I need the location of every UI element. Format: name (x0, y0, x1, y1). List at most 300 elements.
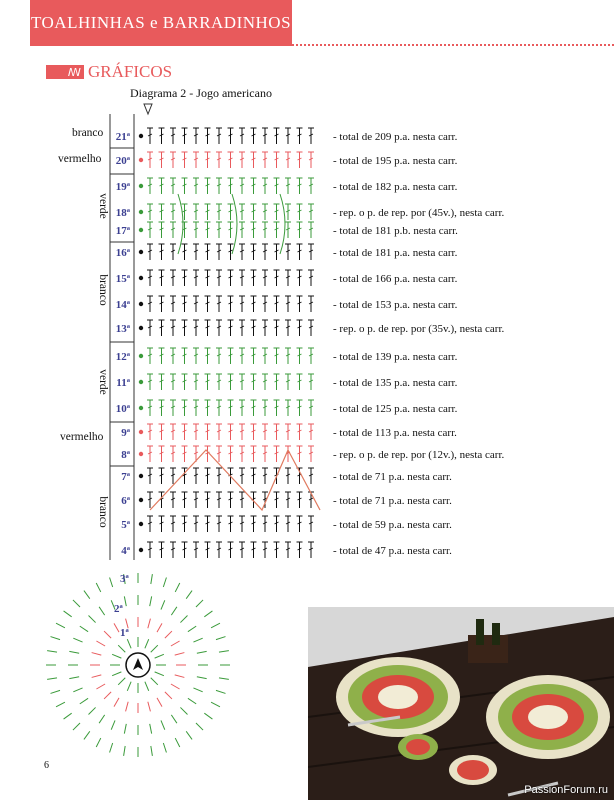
stitch (147, 542, 153, 558)
circle-stitch (112, 672, 121, 676)
circle-stitch (193, 688, 202, 692)
stitch (274, 424, 280, 440)
circle-stitch (155, 654, 164, 658)
circle-stitch (204, 611, 212, 617)
stitch (297, 374, 303, 390)
round-start-dot (139, 302, 143, 306)
round-label: 7ª (121, 471, 130, 483)
stitch (193, 244, 199, 260)
circle-stitch (196, 600, 203, 607)
coaster-small (398, 734, 438, 760)
round-start-dot (139, 354, 143, 358)
stitch (297, 270, 303, 286)
stitch (239, 492, 245, 508)
stitch (193, 516, 199, 532)
round-note: - total de 71 p.a. nesta carr. (333, 495, 452, 507)
section-heading (46, 62, 172, 82)
stitch (159, 542, 165, 558)
color-group-label: vermelho (60, 431, 104, 443)
stitch (308, 348, 314, 364)
stitch (193, 348, 199, 364)
round-start-dot (139, 474, 143, 478)
stitch (262, 244, 268, 260)
stitch (262, 374, 268, 390)
stitch (285, 516, 291, 532)
stitch (239, 296, 245, 312)
stitch (170, 542, 176, 558)
round-note: - total de 209 p.a. nesta carr. (333, 131, 458, 143)
stitch (159, 244, 165, 260)
round-start-dot (139, 452, 143, 456)
circle-stitch (99, 715, 105, 723)
stitch (297, 244, 303, 260)
stitch (297, 446, 303, 462)
color-group-label: branco (97, 496, 109, 528)
round-note: - total de 113 p.a. nesta carr. (333, 427, 457, 439)
stitch (170, 178, 176, 194)
round-start-dot (139, 326, 143, 330)
stitch (228, 204, 234, 220)
stitch (205, 152, 211, 168)
color-group-label: branco (72, 127, 104, 139)
stitch (193, 270, 199, 286)
round-start-dot (139, 498, 143, 502)
round-label: 21ª (115, 131, 130, 143)
circle-stitch (175, 738, 180, 747)
round-start-dot (139, 548, 143, 552)
stitch (182, 270, 188, 286)
stitch (274, 516, 280, 532)
stitch (285, 296, 291, 312)
stitch (262, 270, 268, 286)
stitch (193, 128, 199, 144)
stitch (182, 516, 188, 532)
circle-stitch (165, 631, 172, 638)
stitch (159, 178, 165, 194)
stitch (308, 516, 314, 532)
stitch (274, 492, 280, 508)
circle-stitch (104, 692, 111, 699)
stitch (228, 374, 234, 390)
stitch (274, 204, 280, 220)
stitch (251, 244, 257, 260)
header-divider (292, 44, 614, 48)
stitch (239, 178, 245, 194)
stitch (147, 270, 153, 286)
stitch (262, 178, 268, 194)
stitch (297, 296, 303, 312)
circle-stitch (175, 675, 185, 678)
stitch (285, 424, 291, 440)
stitch (193, 542, 199, 558)
stitch (308, 446, 314, 462)
stitch (216, 152, 222, 168)
stitch (262, 468, 268, 484)
circle-stitch (171, 607, 177, 615)
circle-round-label: 1ª (120, 627, 129, 639)
circle-stitch (186, 591, 192, 599)
circle-stitch (151, 574, 153, 584)
circle-round-label: 2ª (114, 603, 123, 615)
circle-stitch (161, 720, 165, 729)
stitch (216, 244, 222, 260)
stitch (239, 542, 245, 558)
stitch (274, 152, 280, 168)
stitch (193, 400, 199, 416)
stitch (308, 468, 314, 484)
round-note: - total de 166 p.a. nesta carr. (333, 273, 458, 285)
round-start-dot (139, 406, 143, 410)
stitch (251, 468, 257, 484)
circle-stitch (171, 641, 180, 646)
stitch (274, 244, 280, 260)
circle-stitch (51, 637, 61, 640)
stitch (216, 542, 222, 558)
stitch (262, 400, 268, 416)
stitch (216, 516, 222, 532)
stitch (274, 374, 280, 390)
circle-stitch (126, 702, 129, 712)
section-title: GRÁFICOS (88, 62, 173, 81)
stitch (308, 222, 314, 238)
stitch (251, 542, 257, 558)
stitch (147, 446, 153, 462)
stitch (262, 492, 268, 508)
stitch (228, 152, 234, 168)
stitch (239, 374, 245, 390)
stitch (216, 424, 222, 440)
stitch (228, 348, 234, 364)
circle-stitch (211, 702, 220, 707)
stitch (147, 468, 153, 484)
stitch (193, 424, 199, 440)
circle-stitch (196, 723, 203, 730)
round-label: 15ª (115, 273, 130, 285)
stitch (147, 152, 153, 168)
circle-stitch (110, 743, 113, 753)
circle-stitch (163, 578, 166, 588)
circle-stitch (73, 688, 82, 692)
stitch (297, 424, 303, 440)
circle-stitch (204, 713, 212, 719)
circle-stitch (73, 723, 80, 730)
stitch (262, 128, 268, 144)
stitch (251, 296, 257, 312)
circle-stitch (151, 645, 158, 652)
stitch (170, 348, 176, 364)
stitch (251, 320, 257, 336)
stitch (193, 320, 199, 336)
stitch (159, 204, 165, 220)
round-start-dot (139, 430, 143, 434)
stitch (228, 446, 234, 462)
stitch (251, 128, 257, 144)
stitch (239, 204, 245, 220)
stitch (205, 320, 211, 336)
stitch (239, 222, 245, 238)
circle-stitch (96, 738, 101, 747)
circle-stitch (47, 678, 57, 680)
circle-stitch (188, 626, 196, 632)
round-label: 6ª (121, 495, 130, 507)
stitch (262, 222, 268, 238)
stitch (251, 400, 257, 416)
stitch (205, 424, 211, 440)
round-note: - total de 135 p.a. nesta carr. (333, 377, 458, 389)
circle-stitch (216, 690, 226, 693)
stitch (147, 516, 153, 532)
stitch (308, 374, 314, 390)
circle-stitch (56, 623, 65, 628)
circle-stitch (124, 596, 126, 606)
stitch (193, 152, 199, 168)
circle-stitch (84, 731, 90, 739)
circle-stitch (112, 654, 121, 658)
stitch (147, 244, 153, 260)
stitch (297, 516, 303, 532)
round-start-dot (139, 522, 143, 526)
stitch (205, 296, 211, 312)
stitch (205, 222, 211, 238)
stitch (297, 400, 303, 416)
stitch (216, 296, 222, 312)
round-label: 19ª (115, 181, 130, 193)
stitch (182, 446, 188, 462)
arc-motif (232, 194, 237, 254)
stitch (274, 178, 280, 194)
circle-stitch (186, 731, 192, 739)
stitch (170, 424, 176, 440)
round-label: 18ª (115, 207, 130, 219)
stitch (228, 270, 234, 286)
stitch (205, 348, 211, 364)
stitch (159, 374, 165, 390)
color-group-label: verde (97, 193, 109, 219)
stitch (239, 468, 245, 484)
stitch (170, 152, 176, 168)
circle-stitch (145, 639, 149, 648)
stitch (147, 374, 153, 390)
circle-stitch (69, 651, 79, 653)
stitch (274, 296, 280, 312)
stitch (147, 204, 153, 220)
placemat-photo-illustration (308, 607, 614, 800)
stitch (251, 152, 257, 168)
stitch (159, 320, 165, 336)
arc-motif (280, 194, 285, 254)
stitch (193, 222, 199, 238)
stitch (274, 320, 280, 336)
circle-stitch (171, 715, 177, 723)
stitch (159, 128, 165, 144)
stitch (182, 178, 188, 194)
circle-stitch (127, 639, 131, 648)
circle-stitch (165, 692, 172, 699)
stitch (228, 178, 234, 194)
stitch (182, 492, 188, 508)
circle-stitch (56, 702, 65, 707)
stitch (147, 128, 153, 144)
round-note: - rep. o p. de rep. por (35v.), nesta carr. (333, 323, 505, 335)
start-marker (144, 104, 152, 114)
stitch (262, 542, 268, 558)
circle-stitch (161, 600, 165, 609)
circle-stitch (51, 690, 61, 693)
stitch (205, 468, 211, 484)
circle-stitch (127, 682, 131, 691)
stitch (297, 178, 303, 194)
round-label: 10ª (115, 403, 130, 415)
stitch (297, 542, 303, 558)
stitch (193, 468, 199, 484)
circle-stitch (89, 616, 96, 623)
stitch (159, 270, 165, 286)
stitch (251, 516, 257, 532)
direction-arrow-icon (133, 658, 143, 670)
stitch (182, 348, 188, 364)
circle-stitch (155, 672, 164, 676)
circle-stitch (80, 698, 88, 704)
circle-stitch (80, 626, 88, 632)
stitch (308, 542, 314, 558)
circle-stitch (157, 623, 162, 632)
circle-stitch (124, 746, 126, 756)
stitch (239, 244, 245, 260)
circle-stitch (211, 623, 220, 628)
stitch (182, 152, 188, 168)
circle-stitch (145, 682, 149, 691)
color-group-label: vermelho (58, 153, 102, 165)
stitch (182, 244, 188, 260)
round-start-dot (139, 210, 143, 214)
stitch (285, 244, 291, 260)
stitch (182, 400, 188, 416)
zigzag-motif (150, 450, 320, 510)
stitch (251, 178, 257, 194)
stitch (205, 204, 211, 220)
stitch (297, 348, 303, 364)
circle-diagram (0, 560, 300, 760)
placemat-photo (308, 607, 614, 800)
round-start-dot (139, 134, 143, 138)
crochet-diagram (0, 100, 614, 560)
stitch (159, 152, 165, 168)
circle-stitch (151, 746, 153, 756)
circle-stitch (92, 653, 102, 656)
stitch (274, 222, 280, 238)
round-note: - rep. o p. de rep. por (12v.), nesta carr. (333, 449, 505, 461)
stitch (274, 542, 280, 558)
stitch (170, 468, 176, 484)
stitch (193, 492, 199, 508)
stitch (262, 152, 268, 168)
stitch (159, 446, 165, 462)
round-label: 4ª (121, 545, 130, 557)
round-label: 14ª (115, 299, 130, 311)
stitch (285, 400, 291, 416)
stitch (308, 178, 314, 194)
circle-stitch (96, 641, 105, 646)
stitch (216, 270, 222, 286)
stitch (205, 542, 211, 558)
stitch (193, 374, 199, 390)
circle-stitch (197, 651, 207, 653)
stitch (262, 424, 268, 440)
round-note: - rep. o p. de rep. por (45v.), nesta carr. (333, 207, 505, 219)
circle-stitch (47, 651, 57, 653)
stitch (228, 492, 234, 508)
circle-stitch (148, 619, 151, 629)
round-label: 17ª (115, 225, 130, 237)
stitch (193, 178, 199, 194)
circle-stitch (157, 698, 162, 707)
stitch (297, 222, 303, 238)
circle-stitch (151, 678, 158, 685)
stitch (239, 348, 245, 364)
round-label: 9ª (121, 427, 130, 439)
circle-stitch (219, 678, 229, 680)
stitch (251, 348, 257, 364)
header-title: TOALHINHAS e BARRADINHOS (30, 0, 292, 46)
circle-stitch (73, 638, 82, 642)
stitch (239, 152, 245, 168)
stitch (216, 348, 222, 364)
stitch (297, 492, 303, 508)
stitch (216, 468, 222, 484)
round-note: - total de 139 p.a. nesta carr. (333, 351, 458, 363)
stitch (251, 270, 257, 286)
stitch (147, 222, 153, 238)
stitch (308, 152, 314, 168)
stitch (308, 204, 314, 220)
circle-round-label: 3ª (120, 573, 129, 585)
stitch (147, 320, 153, 336)
round-note: - total de 195 p.a. nesta carr. (333, 155, 458, 167)
stitch (205, 374, 211, 390)
round-note: - total de 181 p.a. nesta carr. (333, 247, 458, 259)
round-note: - total de 182 p.a. nesta carr. (333, 181, 458, 193)
circle-stitch (64, 713, 72, 719)
stitch (297, 152, 303, 168)
stitch (251, 492, 257, 508)
stitch (228, 296, 234, 312)
stitch (216, 128, 222, 144)
stitch (285, 270, 291, 286)
round-start-dot (139, 276, 143, 280)
stitch (205, 400, 211, 416)
stitch (297, 128, 303, 144)
circle-stitch (89, 707, 96, 714)
stitch (159, 296, 165, 312)
stitch (285, 374, 291, 390)
stitch (262, 296, 268, 312)
stitch (308, 128, 314, 144)
stitch (147, 424, 153, 440)
stitch (308, 400, 314, 416)
stitch (285, 320, 291, 336)
stitch (228, 320, 234, 336)
circle-stitch (104, 631, 111, 638)
stitch (239, 516, 245, 532)
round-note: - total de 181 p.b. nesta carr. (333, 225, 458, 237)
stitch (308, 244, 314, 260)
stitch (251, 204, 257, 220)
stitch (147, 178, 153, 194)
stitch (285, 204, 291, 220)
stitch (170, 400, 176, 416)
stitch (170, 128, 176, 144)
circle-stitch (96, 684, 105, 689)
